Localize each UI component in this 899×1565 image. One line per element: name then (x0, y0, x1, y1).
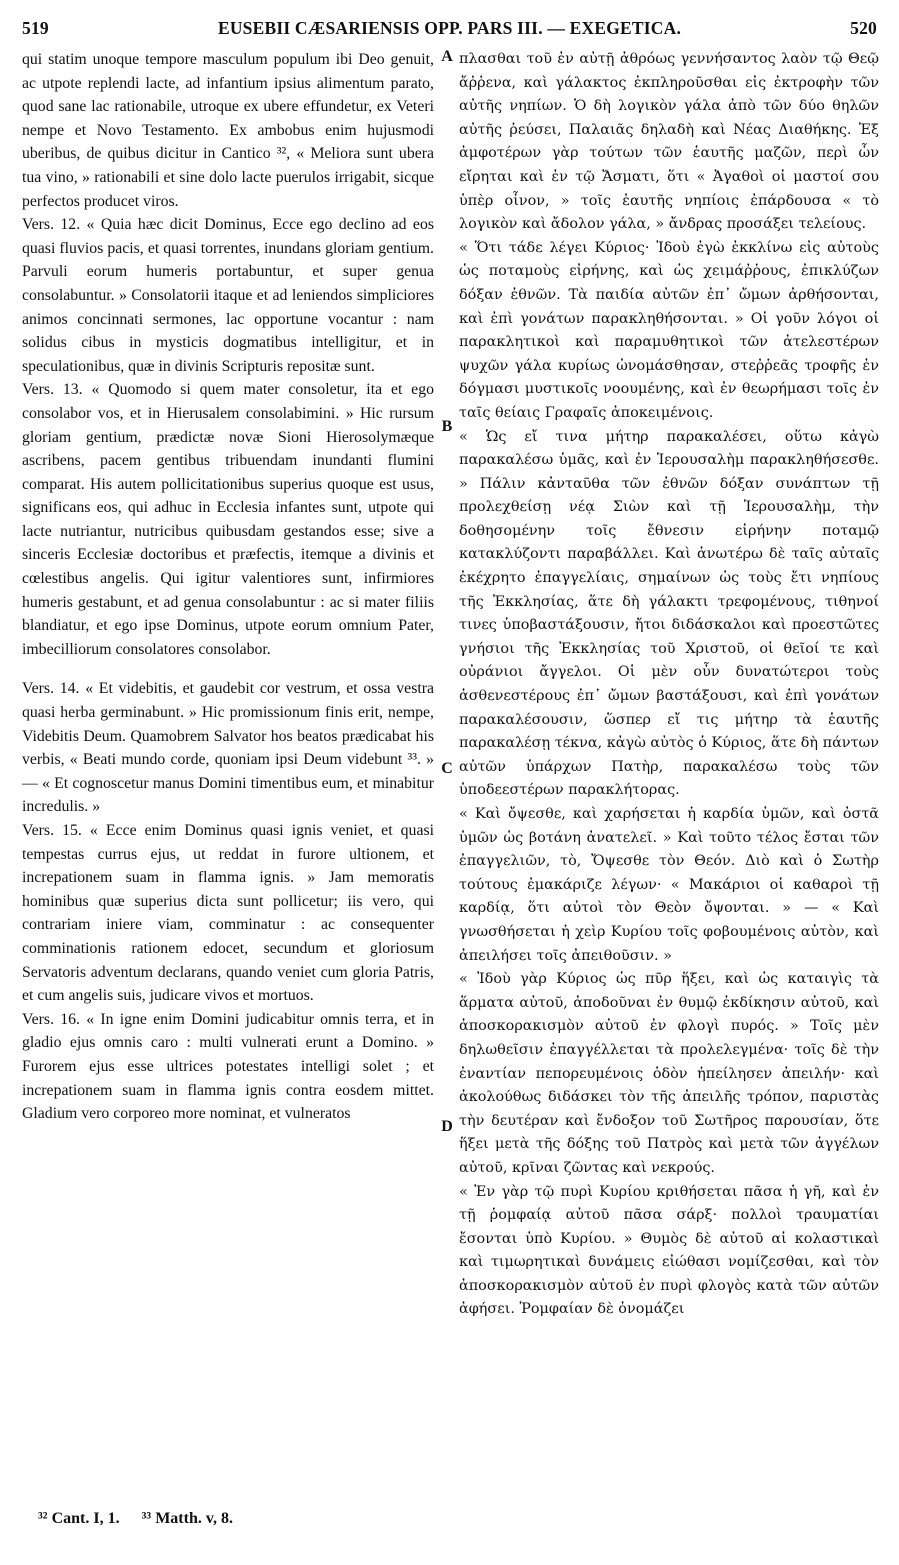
latin-paragraph-vers-12: Vers. 12. « Quia hæc dicit Dominus, Ecce ego declino ad eos quasi fluvios pacis, et quasi torrentes, inundans gloriam gentium. Parvuli eorum humeris portabuntur, et super genua consolabuntur. » Consolatorii itaque et ad leniendos simpliciores animos concinnati sermones, lac opportune vocantur : nam solidus cibus in mysticis dogmatibus intelligitur, et in speculationibus, quæ in divinis Scripturis repositæ sunt. (22, 216, 434, 375)
margin-marker-d: D (441, 1118, 453, 1135)
greek-column (459, 48, 879, 1322)
footnote-32: ³² Cant. I, 1. (38, 1510, 120, 1527)
greek-paragraph-vers-16: « Ἐν γὰρ τῷ πυρὶ Κυρίου κριθήσεται πᾶσα ἡ γῆ, καὶ ἐν τῇ ῥομφαίᾳ αὐτοῦ πᾶσα σάρξ· πολλοὶ τραυματίαι ἔσονται ὑπὸ Κυρίου. » Θυμὸς δὲ αὐτοῦ αἱ κολαστικαὶ καὶ τιμωρητικαὶ δυνάμεις εἰώθασι νομίζεσθαι, καὶ τὸν ἀποσκορακισμὸν αὐτοῦ ἐν πυρὶ φλογὸς κατὰ τῶν αὐτῶν ἀφήσει. Ῥομφαίαν δὲ ὀνομάζει (459, 1183, 879, 1318)
greek-paragraph-1: πλασθαι τοῦ ἐν αὐτῇ ἀθρόως γεννήσαντος λαὸν τῷ Θεῷ ἄῤῥενα, καὶ γάλακτος ἐκπληροῦσθαι εἰς ἐκτροφὴν τῶν αὐτῆς νηπίων. Ὁ δὴ λογικὸν γάλα ἀπὸ τῶν δύο θηλῶν αὐτῆς ῥεύσει, Παλαιᾶς δηλαδὴ καὶ Νέας Διαθήκης. Ἐξ ἀμφοτέρων γὰρ τούτων τῶν ἑαυτῆς μαζῶν, περὶ ὧν εἴρηται καὶ ἐν τῷ Ἄσματι, ὅτι « Ἀγαθοὶ οἱ μαστοί σου ὑπὲρ οἶνον, » τοῖς ἑαυτῆς νηπίοις ἐπάρδουσα « τὸ λογικὸν καὶ ἄδολον γάλα, » ἄνδρας προσάξει τελείους. (459, 51, 879, 233)
greek-paragraph-vers-13: « Ὡς εἴ τινα μήτηρ παρακαλέσει, οὕτω κἀγὼ παρακαλέσω ὑμᾶς, καὶ ἐν Ἱερουσαλὴμ παρακληθήσεσθε. » Πάλιν κἀνταῦθα τῶν ἐθνῶν δόξαν συνάπτων τῇ προλεχθείσῃ νέᾳ Σιὼν καὶ τῇ Ἱερουσαλὴμ, τὴν δοθησομένην τοῖς ἔθνεσιν εἰρήνην ποταμῷ κατακλύζοντι παραβάλλει. Καὶ ἀνωτέρω δὲ ταῖς αὐταῖς ἐκέχρητο ἐπαγγελίαις, σημαίνων ὡς τοὺς ἔτι νηπίους τῆς Ἐκκλησίας, ἅτε δὴ γάλακτι τρεφομένους, τιθηνοί τινες ὑποβαστάξουσιν, ἤτοι διδάσκαλοι καὶ προεστῶτες γνήσιοι τῆς Ἐκκλησίας τοῦ Χριστοῦ, οἱ θεῖοί τε καὶ οὐράνιοι ἄγγελοι. Οἱ μὲν οὖν δυνατώτεροι τοὺς ἀσθενεστέρους ἐπ᾽ ὤμων βαστάξουσι, καὶ ἐπὶ γονάτων παρακαλέσουσιν, ὥσπερ εἴ τις μήτηρ τὰ ἑαυτῆς παρακαλέσῃ τέκνα, κἀγὼ αὐτὸς ὁ Κύριος, ἅτε δὴ πάντων αὐτῶν ὑπάρχων Πατὴρ, παρακαλέσω τοὺς τῶν ὑποδεεστέρων παρακλήτορας. (459, 428, 879, 799)
greek-paragraph-vers-14: « Καὶ ὄψεσθε, καὶ χαρήσεται ἡ καρδία ὑμῶν, καὶ ὀστᾶ ὑμῶν ὡς βοτάνη ἀνατελεῖ. » Καὶ τοῦτο τέλος ἔσται τῶν ἐπαγγελιῶν, τὸ, Ὄψεσθε τὸν Θεόν. Διὸ καὶ ὁ Σωτὴρ τούτους ἐμακάριζε λέγων· « Μακάριοι οἱ καθαροὶ τῇ καρδίᾳ, ὅτι αὐτοὶ τὸν Θεὸν ὄψονται. » — « Καὶ γνωσθήσεται ἡ χεὶρ Κυρίου τοῖς φοβουμένοις αὐτὸν, καὶ ἀπειλήσει τοῖς ἀπειθοῦσιν. » (459, 806, 879, 964)
margin-marker-b: B (441, 418, 453, 435)
footnote-33: ³³ Matth. v, 8. (141, 1510, 233, 1527)
greek-paragraph-vers-12: « Ὅτι τάδε λέγει Κύριος· Ἰδοὺ ἐγὼ ἐκκλίνω εἰς αὐτοὺς ὡς ποταμοὺς εἰρήνης, καὶ ὡς χειμάῤῥους, ἐπικλύζων δόξαν ἐθνῶν. Τὰ παιδία αὐτῶν ἐπ᾽ ὤμων ἀρθήσονται, καὶ ἐπὶ γονάτων παρακληθήσονται. » Οἱ γοῦν λόγοι οἱ παρακλητικοὶ καὶ παραμυθητικοὶ τῶν ἀτελεστέρων ψυχῶν γάλα κυρίως ὠνομάσθησαν, στεῤῥεᾶς τροφῆς ἐν δόγμασι μυστικοῖς νοουμένης, καὶ ἐν θεωρήμασι τοῖς ἐν ταῖς θείαις Γραφαῖς ἀποκειμένοις. (459, 239, 879, 421)
margin-marker-c: C (441, 760, 453, 777)
latin-paragraph-vers-15: Vers. 15. « Ecce enim Dominus quasi ignis veniet, et quasi tempestas currus ejus, ut reddat in furore ultionem, et increpationem suam in flamma ignis. » Jam memoratis hominibus quæ superius dicta sunt pollicetur; iis vero, qui contrariam iniere viam, comminatur : ac consequenter comminationis rationem edocet, secundum et gloriosum Servatoris adventum declarans, quando veniet cum gloria Patris, et cum angelis suis, judicare vivos et mortuos. (22, 822, 434, 1005)
page-number-left: 519 (22, 18, 49, 38)
latin-paragraph-1: qui statim unoque tempore masculum populum ibi Deo genuit, ac utpote replendi lacte, ad infantium ipsius alimentum parato, quod sane lac rationabile, utroque ex ubere effundetur, ex Veteri nempe et Novo Testamento. Ex ambobus enim hujusmodi uberibus, de quibus dicitur in Cantico ³², « Meliora sunt ubera tua vino, » rationabili et sine dolo lacte puerulos irrigabit, sicque perfectos producet viros. (22, 51, 434, 210)
page-number-right: 520 (850, 18, 877, 38)
margin-marker-a: A (441, 48, 453, 65)
running-header (22, 18, 877, 44)
latin-paragraph-vers-16: Vers. 16. « In igne enim Domini judicabitur omnis terra, et in gladio ejus omnis caro : multi vulnerati erunt a Domino. » Furorem ejus esse ultrices potestates intelligi solet ; et increpationem suam in flamma ignis contra eosdem mittet. Gladium vero corporeo more nominat, et vulneratos (22, 1010, 434, 1123)
latin-column (22, 48, 434, 1126)
running-title: EUSEBII CÆSARIENSIS OPP. PARS III. — EXEGETICA. (217, 18, 682, 38)
greek-paragraph-vers-15: « Ἰδοὺ γὰρ Κύριος ὡς πῦρ ἥξει, καὶ ὡς καταιγὶς τὰ ἅρματα αὐτοῦ, ἀποδοῦναι ἐν θυμῷ ἐκδίκησιν αὐτοῦ, καὶ ἀποσκορακισμὸν αὐτοῦ ἐν φλογὶ πυρός. » Τοῖς μὲν δηλωθεῖσιν ἐπαγγέλλεται τὰ προλελεγμένα· τοῖς δὲ τὴν ἐναντίαν πεπορευμένοις ὁδὸν ἠπείλησεν ἀπειλήν· καὶ ἀκολούθως διδάσκει τὸν τῆς ἀπειλῆς τρόπον, παριστὰς τὴν δευτέραν καὶ ἔνδοξον τοῦ Σωτῆρος παρουσίαν, ὅτε ἥξει μετὰ τῆς δόξης τοῦ Πατρὸς καὶ μετὰ τῶν ἀγγέλων αὐτοῦ, κρῖναι ζῶντας καὶ νεκρούς. (459, 971, 879, 1176)
footnotes (38, 1510, 251, 1528)
latin-paragraph-vers-13: Vers. 13. « Quomodo si quem mater consoletur, ita et ego consolabor vos, et in Hierusalem consolabimini. » Hic rursum gloriam gentium, prædictæ novæ Sioni Hierosolymæque ascribens, pacem gentibus tribuendam inundanti flumini comparat. His autem pollicitationibus superius quoque est usus, significans eos, qui adhuc in Ecclesia infantes sunt, utpote qui lacte nutriantur, nutricibus quibusdam gestandos esse; sive a sinceris Ecclesiæ doctoribus et præfectis, itemque a divinis et cœlestibus angelis. Qui igitur valentiores sunt, infirmiores humeris gestabunt, et ad genua consolabuntur : ac si mater filiis blandiatur, et ego ipse Dominus, utpote eorum omnium Pater, imbecilliorum consolatores consolabor. (22, 381, 434, 658)
paragraph-gap (22, 661, 434, 677)
latin-paragraph-vers-14: Vers. 14. « Et videbitis, et gaudebit cor vestrum, et ossa vestra quasi herba germinabunt. » Hic promissionum finis erit, nempe, Videbitis Deum. Quamobrem Salvator hos beatos prædicabat his verbis, « Beati mundo corde, quoniam ipsi Deum videbunt ³³. » — « Et cognoscetur manus Domini timentibus eum, et minabitur incredulis. » (22, 680, 434, 816)
